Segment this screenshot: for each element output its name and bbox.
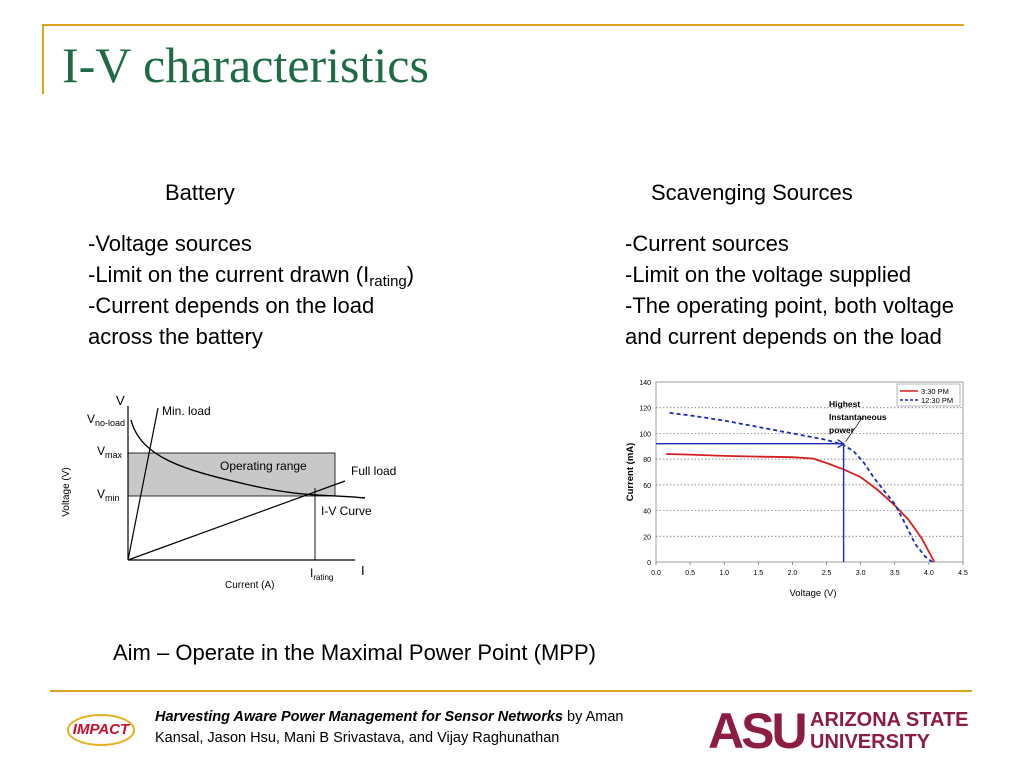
impact-logo-text: IMPACT (72, 721, 130, 738)
current-axis-title: Current (A) (225, 580, 275, 591)
chart-x-tick-label: 3.5 (889, 570, 900, 577)
chart-x-tick-label: 4.5 (958, 570, 968, 577)
operating-range-label: Operating range (220, 459, 307, 473)
chart-x-tick-label: 1.0 (719, 570, 730, 577)
v-max-main: V (97, 444, 106, 458)
v-no-load-sub: no-load (95, 418, 126, 428)
v-max-sub: max (105, 450, 123, 460)
i-rating-main: I (310, 566, 314, 580)
battery-bullet-2-text: -Limit on the current drawn (I (88, 262, 370, 287)
chart-y-tick-label: 40 (643, 508, 651, 516)
chart-x-tick-label: 0.5 (685, 570, 695, 577)
chart-series (666, 413, 934, 562)
chart-y-tick-label: 20 (643, 534, 651, 542)
battery-bullet-2-subscript: rating (369, 273, 407, 290)
chart-y-tick-label: 0 (647, 560, 651, 567)
chart-x-axis-title: Voltage (V) (789, 588, 837, 599)
footer-paper-title-text: Harvesting Aware Power Management for Sensor Networks (155, 709, 563, 725)
asu-line-2: UNIVERSITY (810, 731, 931, 752)
battery-bullet-3: -Current depends on the load (88, 293, 375, 318)
chart-axes (656, 382, 963, 562)
mpp-annotation-line-1: Highest (829, 399, 861, 409)
battery-bullet-1: -Voltage sources (88, 231, 252, 256)
chart-y-axis-title: Current (mA) (625, 442, 636, 502)
scavenging-bullets (625, 228, 954, 352)
chart-y-tick-label: 80 (643, 457, 651, 465)
i-rating-label (310, 566, 333, 582)
v-min-label (97, 487, 120, 503)
chart-series-line-1 (666, 454, 934, 562)
asu-line-1: ARIZONA STATE (810, 709, 969, 731)
v-max-label (97, 444, 123, 460)
i-rating-sub: rating (313, 573, 334, 582)
footer-authors-2: Kansal, Jason Hsu, Mani B Srivastava, and Vijay Raghunathan (155, 730, 560, 746)
chart-y-tick-label: 120 (639, 405, 651, 413)
chart-y-tick-label: 60 (643, 482, 651, 490)
footer-authors-1: by Aman (563, 709, 624, 725)
asu-mark: ASU (708, 704, 805, 752)
chart-x-tick-label: 4.0 (924, 570, 934, 577)
mpp-annotation-line-2: Instantaneous (829, 412, 887, 422)
chart-legend (897, 384, 960, 406)
diagram-v-label: V (116, 393, 125, 408)
asu-logo (708, 704, 974, 752)
scavenging-bullet-4: and current depends on the load (625, 324, 942, 349)
scavenging-bullet-2: -Limit on the voltage supplied (625, 262, 912, 287)
battery-bullet-4: across the battery (88, 324, 263, 349)
chart-y-tick-label: 100 (639, 431, 651, 439)
min-load-label: Min. load (162, 404, 211, 418)
v-no-load-main: V (87, 412, 96, 426)
scavenging-heading: Scavenging Sources (651, 180, 853, 205)
battery-bullets (88, 228, 414, 352)
scavenging-bullet-3: -The operating point, both voltage (625, 293, 955, 318)
footer-paper-title (155, 709, 563, 725)
iv-curve-label: I-V Curve (321, 504, 372, 518)
aim-statement: Aim – Operate in the Maximal Power Point (MPP) (113, 640, 596, 665)
chart-ticks (639, 380, 968, 577)
battery-bullet-2-suffix: ) (406, 262, 415, 287)
chart-series-line-2 (670, 413, 933, 562)
v-min-main: V (97, 487, 106, 501)
battery-heading: Battery (165, 180, 235, 205)
chart-x-tick-label: 2.0 (787, 570, 798, 577)
title-frame-top-line (44, 24, 964, 26)
chart-legend-label-2: 12:30 PM (921, 396, 954, 405)
battery-iv-diagram (55, 388, 415, 598)
chart-grid (656, 408, 963, 537)
diagram-i-label: I (361, 563, 365, 578)
full-load-label: Full load (351, 464, 397, 478)
mpp-annotation-line-3: power (829, 425, 855, 435)
chart-y-tick-label: 140 (639, 380, 651, 387)
chart-plot-border (656, 382, 963, 562)
v-min-sub: min (105, 493, 120, 503)
chart-x-tick-label: 1.5 (753, 570, 764, 577)
battery-bullet-2 (88, 259, 414, 290)
chart-x-tick-label: 0.0 (651, 570, 661, 577)
chart-x-tick-label: 3.0 (855, 570, 866, 577)
footer-citation (155, 707, 715, 749)
v-no-load-label (87, 412, 125, 428)
chart-annotation (656, 399, 887, 562)
chart-legend-label-1: 3:30 PM (921, 387, 949, 396)
title-frame-left-line (42, 24, 44, 94)
scavenging-iv-chart (615, 372, 975, 604)
chart-x-tick-label: 2.5 (821, 570, 832, 577)
footer-rule (50, 690, 972, 692)
slide-title: I-V characteristics (62, 37, 429, 93)
impact-logo (66, 712, 136, 748)
scavenging-bullet-1: -Current sources (625, 231, 789, 256)
voltage-axis-title: Voltage (V) (61, 467, 72, 517)
